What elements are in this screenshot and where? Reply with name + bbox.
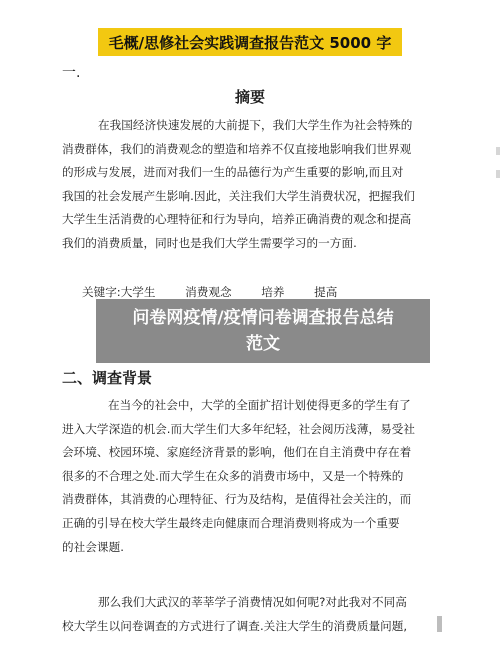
overlay-title-line: 问卷网疫情/疫情问卷调查报告总结 xyxy=(132,308,394,328)
paragraph-line: 进入大学深造的机会.而大学生们大多年纪轻，社会阅历浅薄，易受社 xyxy=(62,421,416,436)
abstract-heading: 摘要 xyxy=(234,88,265,106)
paragraph-line: 消费群体，我们的消费观念的塑造和培养不仅直接地影响我们世界观 xyxy=(62,141,412,156)
keyword: 消费观念 xyxy=(185,285,232,299)
paragraph-line: 我国的社会发展产生影响.因此，关注我们大学生消费状况，把握我们 xyxy=(62,188,416,203)
paragraph-line: 会环境、校园环境、家庭经济背景的影响，他们在自主消费中存在着 xyxy=(62,445,412,460)
background-paragraph xyxy=(62,394,445,559)
paragraph-line: 的社会课题. xyxy=(62,539,124,554)
paragraph-line: 消费群体，其消费的心理特征、行为及结构，是值得社会关注的，而 xyxy=(62,492,412,507)
paragraph-line: 正确的引导在校大学生最终走向健康而合理消费则将成为一个重要 xyxy=(62,515,400,530)
keyword: 提高 xyxy=(314,285,338,299)
section-number: 一. xyxy=(62,65,81,81)
paragraph-line: 在我国经济快速发展的大前提下，我们大学生作为社会特殊的 xyxy=(98,118,413,132)
keyword: 关键字:大学生 xyxy=(82,285,156,299)
edge-mark xyxy=(496,147,500,155)
paragraph-line: 校大学生以问卷调查的方式进行了调查.关注大学生的消费质量问题, xyxy=(62,618,408,633)
scroll-marker xyxy=(437,616,442,632)
paragraph-line: 我们的消费质量，同时也是我们大学生需要学习的一方面. xyxy=(62,235,357,250)
paragraph-line: 的形成与发展，进而对我们一生的品德行为产生重要的影响,而且对 xyxy=(62,165,404,180)
overlay-banner[interactable] xyxy=(96,299,430,363)
document-title: 毛概/思修社会实践调查报告范文 5000 字 xyxy=(98,28,402,56)
section-heading: 二、调查背景 xyxy=(62,369,153,387)
paragraph-line: 在当今的社会中，大学的全面扩招计划使得更多的学生有了 xyxy=(108,398,411,412)
paragraph-line: 大学生生活消费的心理特征和行为导向，培养正确消费的观念和提高 xyxy=(62,212,412,227)
paragraph-line: 很多的不合理之处.而大学生在众多的消费市场中，又是一个特殊的 xyxy=(62,468,404,483)
abstract-paragraph xyxy=(62,114,445,256)
survey-paragraph xyxy=(62,591,445,638)
edge-mark xyxy=(496,170,500,178)
overlay-title-line: 范文 xyxy=(246,334,280,354)
paragraph-line: 那么我们大武汉的莘莘学子消费情况如何呢?对此我对不同高 xyxy=(98,595,407,609)
keywords-line xyxy=(82,284,363,300)
keyword: 培养 xyxy=(261,285,285,299)
